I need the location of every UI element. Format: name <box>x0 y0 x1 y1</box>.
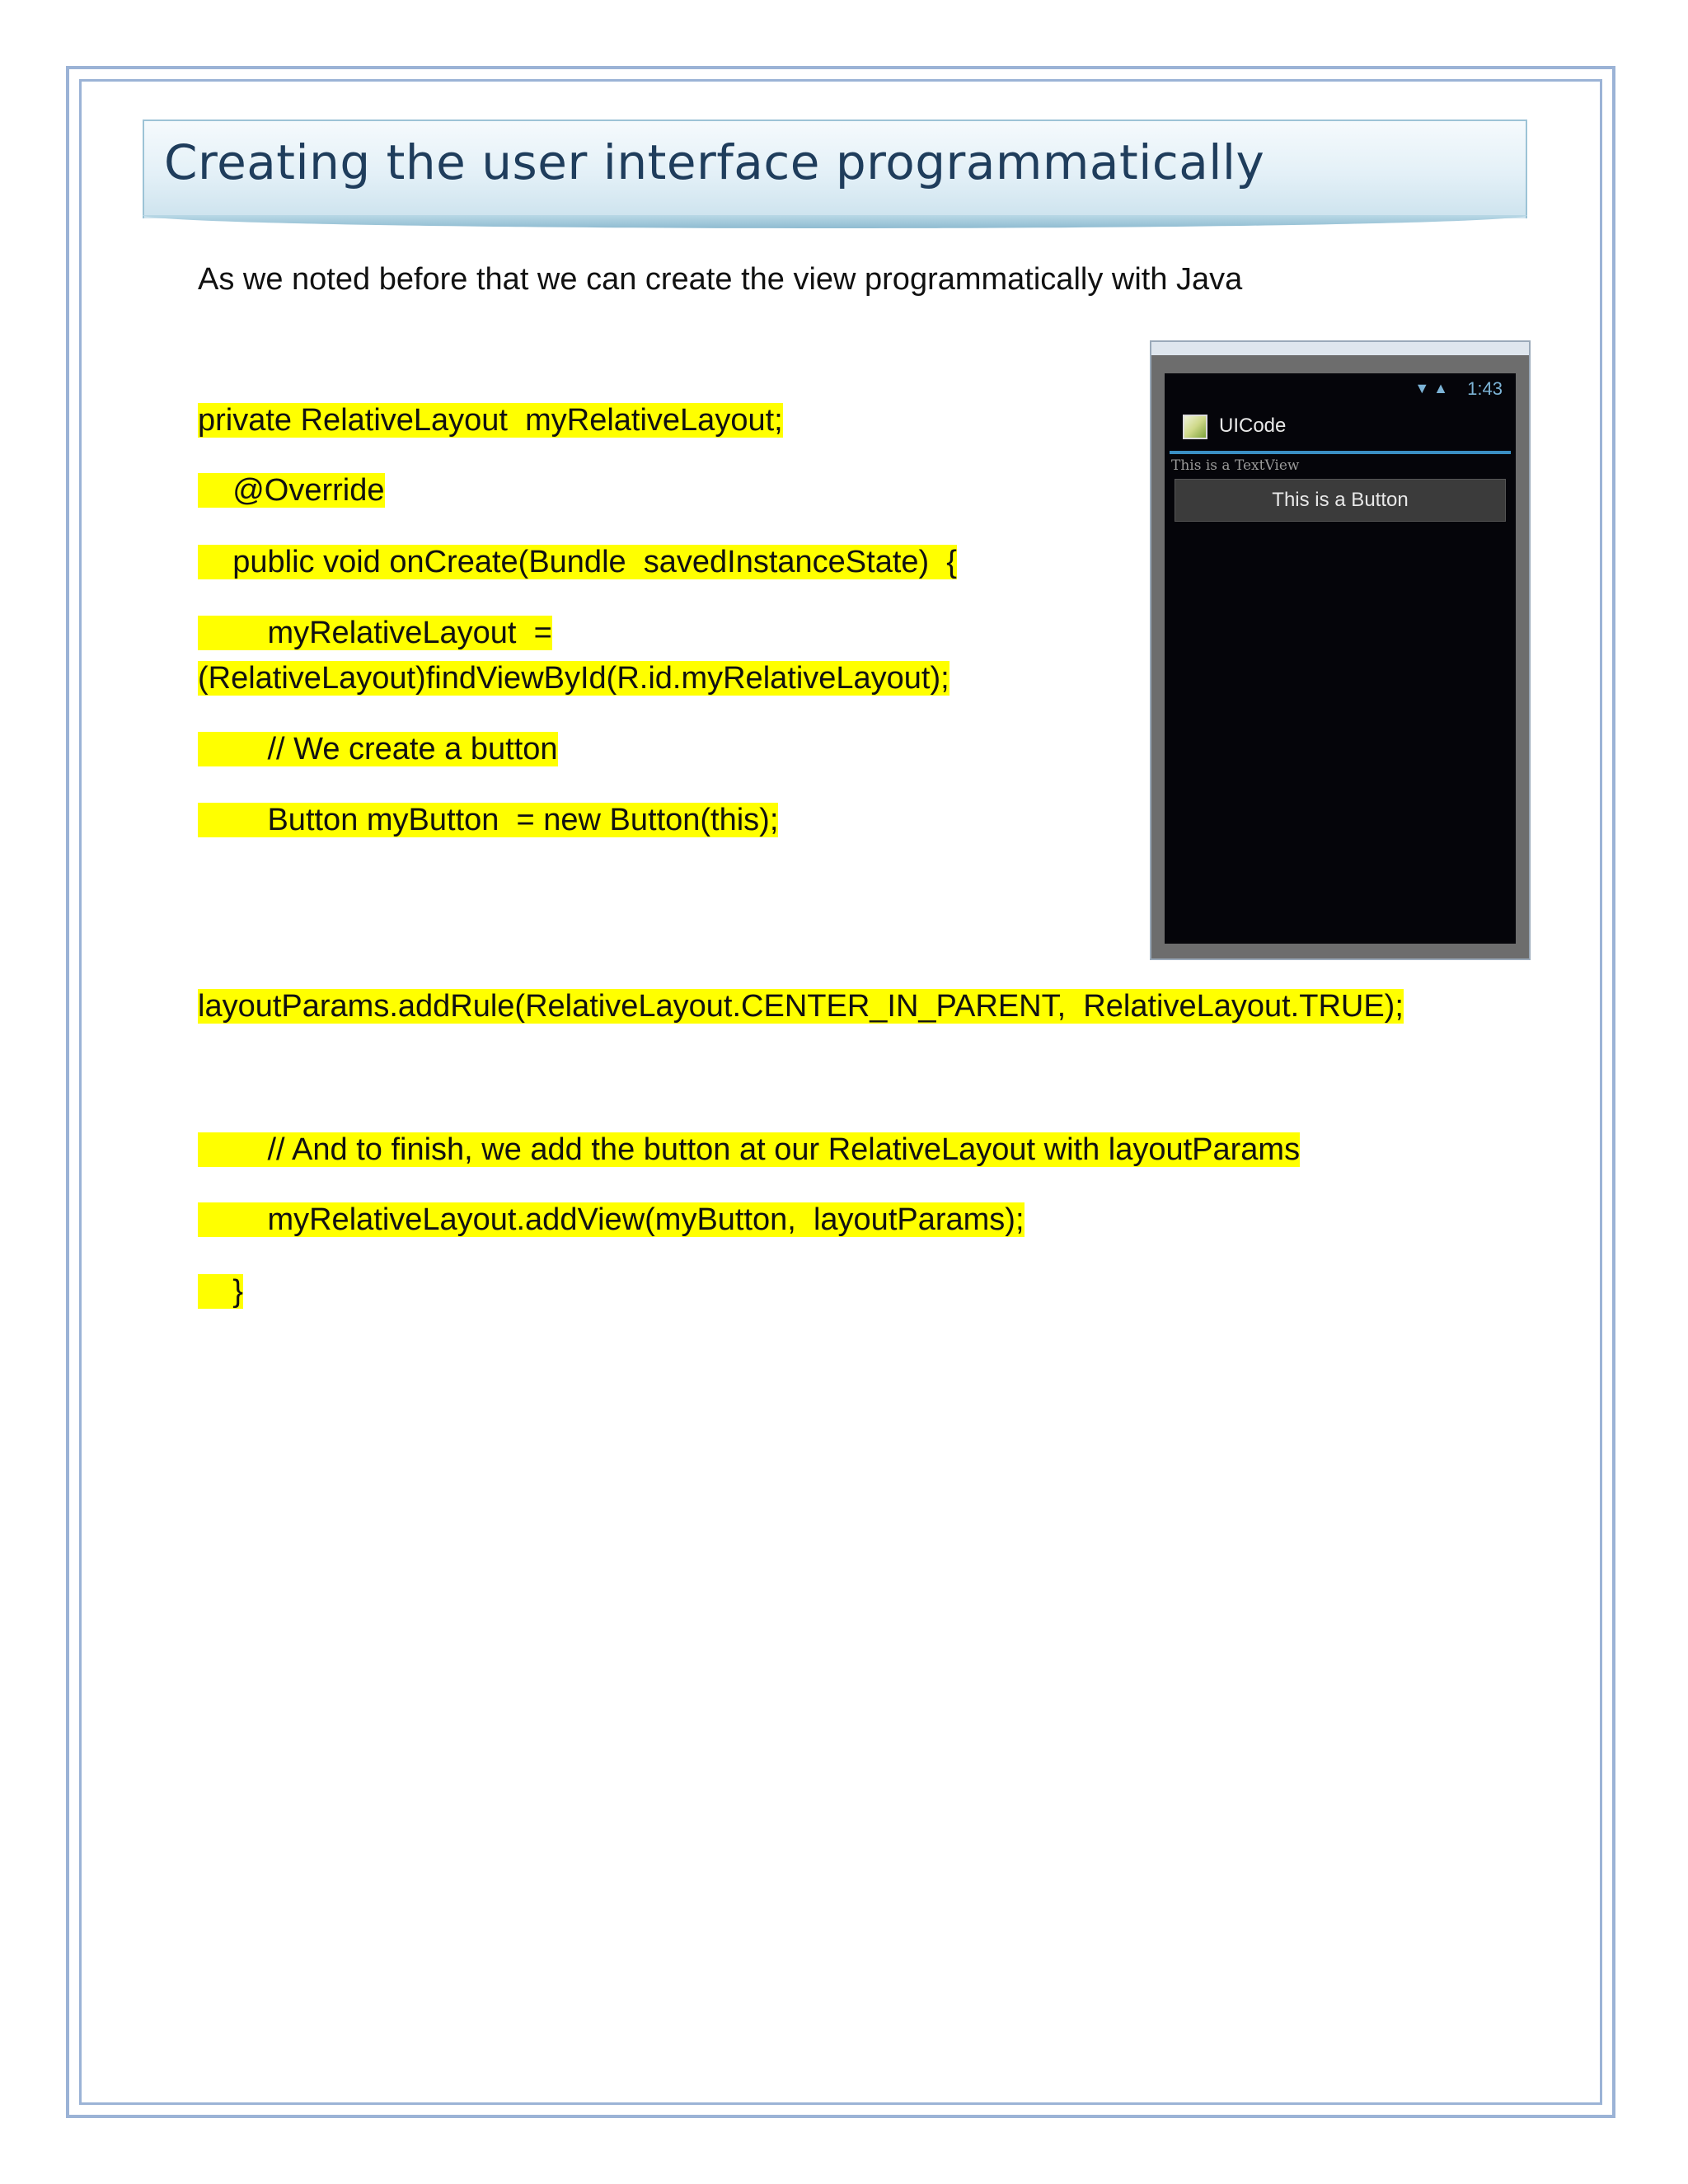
sample-textview: This is a TextView <box>1171 457 1300 474</box>
code-text: public void onCreate(Bundle savedInstanceState) { <box>198 545 957 579</box>
action-bar-divider <box>1170 451 1511 454</box>
code-line <box>198 1129 1300 1170</box>
code-line <box>198 612 552 654</box>
code-text: } <box>198 1274 243 1309</box>
code-line <box>198 658 950 699</box>
code-line <box>198 799 778 841</box>
intro-paragraph: As we noted before that we can create the view programmatically with Java <box>198 262 1243 297</box>
title-banner <box>143 120 1527 218</box>
phone-screenshot <box>1150 340 1531 960</box>
code-text: @Override <box>198 473 385 508</box>
code-text: myRelativeLayout.addView(myButton, layoutParams); <box>198 1202 1025 1237</box>
code-line <box>198 1199 1025 1240</box>
code-line <box>198 986 1404 1027</box>
app-title: UICode <box>1219 415 1287 437</box>
code-text: (RelativeLayout)findViewById(R.id.myRelativeLayout); <box>198 661 950 696</box>
signal-battery-icon: ▼ ▲ <box>1414 380 1448 396</box>
sample-button: This is a Button <box>1175 479 1506 522</box>
code-text: // And to finish, we add the button at our RelativeLayout with layoutParams <box>198 1132 1301 1167</box>
app-icon <box>1183 415 1207 439</box>
code-text: Button myButton = new Button(this); <box>198 803 779 837</box>
code-text: // We create a button <box>198 732 558 766</box>
page-title: Creating the user interface programmatically <box>164 134 1265 190</box>
code-line <box>198 470 385 511</box>
status-time: 1:43 <box>1467 378 1503 399</box>
code-line <box>198 729 558 770</box>
code-line <box>198 541 957 583</box>
code-text: myRelativeLayout = <box>198 616 552 650</box>
code-line <box>198 400 783 441</box>
code-line <box>198 1271 243 1312</box>
code-text: private RelativeLayout myRelativeLayout; <box>198 403 783 438</box>
emulator-title-bar <box>1151 342 1529 355</box>
code-text: layoutParams.addRule(RelativeLayout.CENTER_IN_PARENT, RelativeLayout.TRUE); <box>198 989 1404 1024</box>
phone-screen <box>1165 373 1516 944</box>
